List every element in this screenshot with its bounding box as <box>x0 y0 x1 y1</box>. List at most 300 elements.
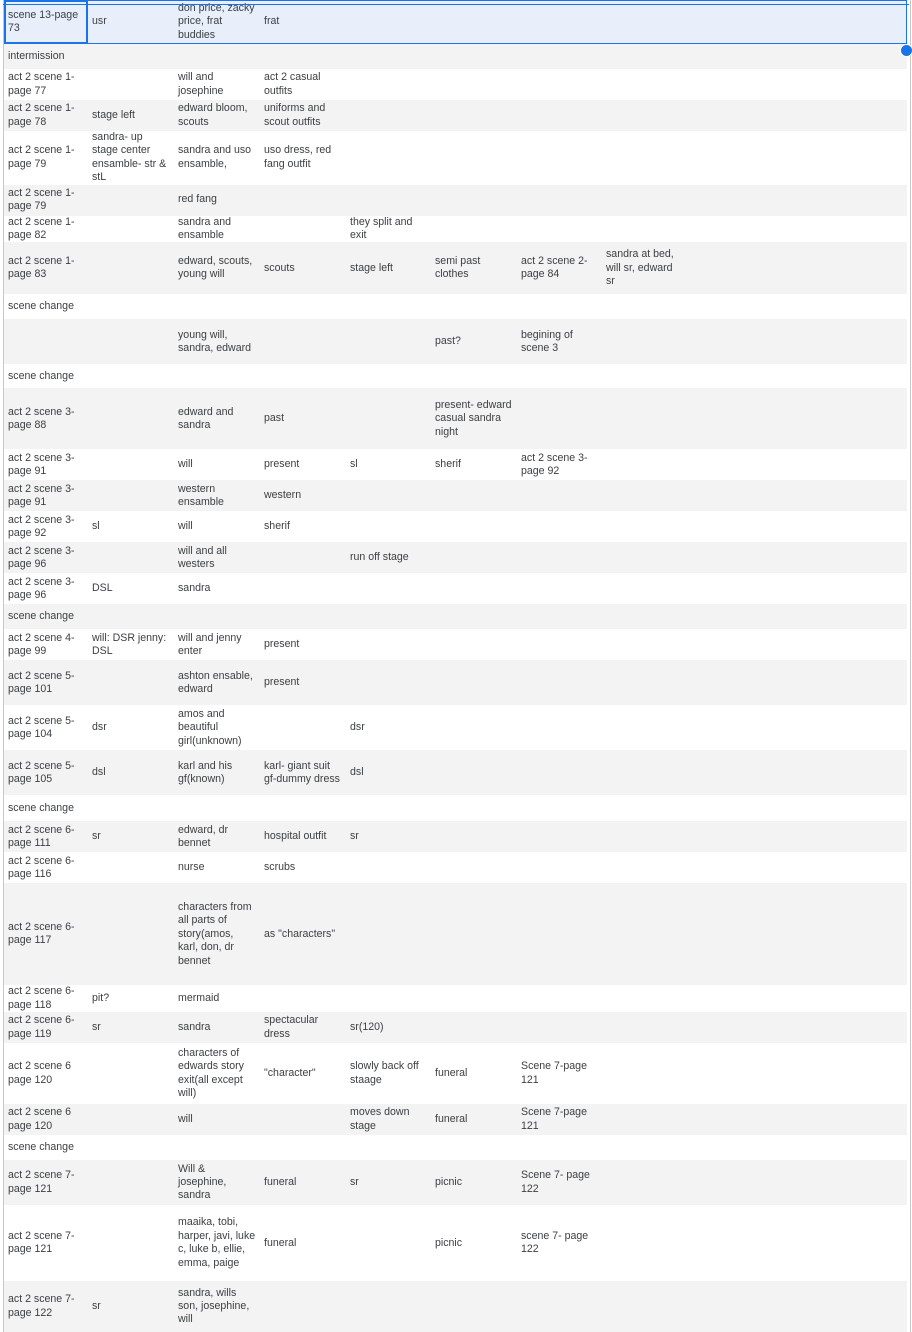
cell[interactable] <box>688 705 774 750</box>
cell[interactable] <box>174 1135 260 1160</box>
cell[interactable]: ashton ensable, edward <box>174 660 260 705</box>
cell[interactable] <box>88 449 174 480</box>
cell[interactable] <box>602 480 688 511</box>
cell[interactable] <box>688 480 774 511</box>
cell[interactable] <box>602 1205 688 1281</box>
cell[interactable] <box>602 216 688 243</box>
cell[interactable] <box>774 100 907 131</box>
cell[interactable]: act 2 scene 1-page 79 <box>4 185 88 216</box>
cell[interactable] <box>774 44 907 69</box>
cell[interactable] <box>774 0 907 44</box>
table-row[interactable] <box>4 364 907 388</box>
cell[interactable] <box>602 852 688 883</box>
cell[interactable] <box>431 985 517 1012</box>
cell[interactable] <box>774 511 907 542</box>
cell[interactable] <box>431 364 517 388</box>
cell[interactable] <box>517 542 602 573</box>
cell[interactable] <box>517 750 602 795</box>
cell[interactable]: sr <box>346 821 431 852</box>
fill-handle[interactable] <box>900 44 912 57</box>
cell[interactable]: act 2 casual outfits <box>260 69 346 100</box>
cell[interactable] <box>517 985 602 1012</box>
cell[interactable] <box>346 573 431 604</box>
cell[interactable]: as "characters" <box>260 883 346 985</box>
cell[interactable] <box>88 480 174 511</box>
cell[interactable] <box>602 185 688 216</box>
cell[interactable]: edward, scouts, young will <box>174 242 260 294</box>
cell[interactable] <box>517 629 602 660</box>
cell[interactable] <box>774 242 907 294</box>
cell[interactable]: sr <box>88 821 174 852</box>
cell[interactable] <box>688 69 774 100</box>
cell[interactable] <box>88 69 174 100</box>
cell[interactable]: will and josephine <box>174 69 260 100</box>
cell[interactable]: act 2 scene 6-page 116 <box>4 852 88 883</box>
cell[interactable] <box>260 1281 346 1332</box>
cell[interactable]: nurse <box>174 852 260 883</box>
cell[interactable] <box>774 449 907 480</box>
cell[interactable] <box>346 1281 431 1332</box>
cell[interactable] <box>517 364 602 388</box>
cell[interactable] <box>431 852 517 883</box>
table-row[interactable] <box>4 1160 907 1205</box>
cell[interactable] <box>431 629 517 660</box>
cell[interactable] <box>260 604 346 629</box>
cell[interactable] <box>346 364 431 388</box>
cell[interactable] <box>688 852 774 883</box>
cell[interactable] <box>602 131 688 185</box>
cell[interactable]: Will & josephine, sandra <box>174 1160 260 1205</box>
cell[interactable]: dsr <box>346 705 431 750</box>
cell[interactable]: dsr <box>88 705 174 750</box>
cell[interactable] <box>774 1160 907 1205</box>
cell[interactable] <box>517 69 602 100</box>
table-row[interactable] <box>4 131 907 185</box>
cell[interactable] <box>88 185 174 216</box>
cell[interactable]: DSL <box>88 573 174 604</box>
cell[interactable] <box>688 388 774 449</box>
table-row[interactable] <box>4 216 907 243</box>
cell[interactable]: edward bloom, scouts <box>174 100 260 131</box>
cell[interactable]: they split and exit <box>346 216 431 243</box>
cell[interactable] <box>88 604 174 629</box>
cell[interactable] <box>346 0 431 44</box>
cell[interactable] <box>88 542 174 573</box>
cell[interactable]: Scene 7- page 122 <box>517 1160 602 1205</box>
cell[interactable]: funeral <box>260 1205 346 1281</box>
cell[interactable] <box>346 985 431 1012</box>
cell[interactable]: sr <box>88 1012 174 1043</box>
cell[interactable] <box>260 795 346 821</box>
cell[interactable] <box>602 1012 688 1043</box>
cell[interactable] <box>774 1104 907 1135</box>
table-row[interactable] <box>4 573 907 604</box>
cell[interactable] <box>774 883 907 985</box>
cell[interactable]: pit? <box>88 985 174 1012</box>
cell[interactable] <box>688 985 774 1012</box>
cell[interactable] <box>431 573 517 604</box>
cell[interactable] <box>517 573 602 604</box>
cell[interactable] <box>517 1281 602 1332</box>
cell[interactable]: act 2 scene 1-page 78 <box>4 100 88 131</box>
table-row[interactable] <box>4 852 907 883</box>
cell[interactable]: picnic <box>431 1205 517 1281</box>
cell[interactable]: Scene 7-page 121 <box>517 1043 602 1104</box>
cell[interactable] <box>602 629 688 660</box>
cell[interactable] <box>688 1043 774 1104</box>
cell[interactable] <box>431 44 517 69</box>
cell[interactable] <box>602 985 688 1012</box>
cell[interactable] <box>688 604 774 629</box>
cell[interactable] <box>774 821 907 852</box>
cell[interactable] <box>431 131 517 185</box>
cell[interactable] <box>346 1205 431 1281</box>
cell[interactable] <box>431 216 517 243</box>
cell[interactable] <box>688 242 774 294</box>
cell[interactable] <box>431 542 517 573</box>
table-row[interactable] <box>4 319 907 364</box>
cell[interactable] <box>260 705 346 750</box>
table-row[interactable] <box>4 1135 907 1160</box>
cell[interactable]: don price, zacky price, frat buddies <box>174 0 260 44</box>
cell[interactable]: act 2 scene 4-page 99 <box>4 629 88 660</box>
cell[interactable] <box>774 705 907 750</box>
cell[interactable]: uso dress, red fang outfit <box>260 131 346 185</box>
cell[interactable]: frat <box>260 0 346 44</box>
cell[interactable]: act 2 scene 7-page 121 <box>4 1205 88 1281</box>
cell[interactable]: present <box>260 660 346 705</box>
cell[interactable] <box>431 604 517 629</box>
cell[interactable] <box>517 388 602 449</box>
cell[interactable]: sandra at bed, will sr, edward sr <box>602 242 688 294</box>
cell[interactable]: dsl <box>88 750 174 795</box>
cell[interactable] <box>774 852 907 883</box>
cell[interactable] <box>517 705 602 750</box>
cell[interactable] <box>602 542 688 573</box>
cell[interactable]: sherif <box>260 511 346 542</box>
table-row[interactable] <box>4 1281 907 1332</box>
cell[interactable] <box>346 1135 431 1160</box>
cell[interactable] <box>346 185 431 216</box>
cell[interactable]: sandra and ensamble <box>174 216 260 243</box>
cell[interactable]: will <box>174 1104 260 1135</box>
cell[interactable] <box>346 480 431 511</box>
cell[interactable]: act 2 scene 6 page 120 <box>4 1043 88 1104</box>
cell[interactable] <box>774 319 907 364</box>
cell[interactable] <box>88 44 174 69</box>
table-row[interactable] <box>4 1205 907 1281</box>
cell[interactable] <box>88 795 174 821</box>
cell[interactable] <box>88 216 174 243</box>
cell[interactable] <box>517 44 602 69</box>
cell[interactable] <box>774 1281 907 1332</box>
cell[interactable] <box>346 131 431 185</box>
cell[interactable]: sr <box>88 1281 174 1332</box>
cell[interactable]: act 2 scene 1-page 79 <box>4 131 88 185</box>
cell[interactable] <box>688 185 774 216</box>
cell[interactable] <box>688 1012 774 1043</box>
cell[interactable] <box>346 44 431 69</box>
cell[interactable] <box>260 216 346 243</box>
cell[interactable] <box>346 883 431 985</box>
cell[interactable]: sl <box>88 511 174 542</box>
cell[interactable] <box>774 750 907 795</box>
cell[interactable]: act 2 scene 3-page 96 <box>4 573 88 604</box>
cell[interactable]: hospital outfit <box>260 821 346 852</box>
cell[interactable]: picnic <box>431 1160 517 1205</box>
cell[interactable]: characters from all parts of story(amos, karl, don, dr bennet <box>174 883 260 985</box>
cell[interactable]: scene 7- page 122 <box>517 1205 602 1281</box>
cell[interactable]: act 2 scene 2-page 84 <box>517 242 602 294</box>
cell[interactable] <box>774 1135 907 1160</box>
cell[interactable] <box>517 216 602 243</box>
cell[interactable]: will: DSR jenny: DSL <box>88 629 174 660</box>
cell[interactable] <box>602 294 688 319</box>
table-row[interactable] <box>4 542 907 573</box>
cell[interactable] <box>602 69 688 100</box>
cell[interactable] <box>688 0 774 44</box>
cell[interactable] <box>602 795 688 821</box>
cell[interactable] <box>88 1104 174 1135</box>
cell[interactable] <box>431 185 517 216</box>
cell[interactable]: uniforms and scout outfits <box>260 100 346 131</box>
cell[interactable]: scene change <box>4 604 88 629</box>
cell[interactable]: past? <box>431 319 517 364</box>
cell[interactable]: act 2 scene 3-page 91 <box>4 449 88 480</box>
cell[interactable] <box>260 573 346 604</box>
cell[interactable] <box>774 294 907 319</box>
cell[interactable] <box>346 100 431 131</box>
cell[interactable] <box>602 44 688 69</box>
cell[interactable] <box>774 1043 907 1104</box>
cell[interactable] <box>517 604 602 629</box>
cell[interactable]: edward, dr bennet <box>174 821 260 852</box>
cell[interactable] <box>431 1135 517 1160</box>
cell[interactable] <box>774 69 907 100</box>
cell[interactable] <box>431 750 517 795</box>
cell[interactable]: funeral <box>431 1104 517 1135</box>
cell[interactable] <box>602 821 688 852</box>
cell[interactable] <box>517 100 602 131</box>
cell[interactable]: act 2 scene 5-page 104 <box>4 705 88 750</box>
cell[interactable]: begining of scene 3 <box>517 319 602 364</box>
cell[interactable] <box>774 542 907 573</box>
spreadsheet-grid[interactable] <box>3 0 911 1332</box>
cell[interactable] <box>688 319 774 364</box>
cell[interactable] <box>688 660 774 705</box>
table-row[interactable] <box>4 660 907 705</box>
cell[interactable] <box>517 480 602 511</box>
cell[interactable]: young will, sandra, edward <box>174 319 260 364</box>
cell[interactable]: past <box>260 388 346 449</box>
cell[interactable] <box>688 573 774 604</box>
cell[interactable]: scene change <box>4 364 88 388</box>
cell[interactable] <box>774 795 907 821</box>
cell[interactable] <box>346 319 431 364</box>
table-row[interactable] <box>4 449 907 480</box>
cell[interactable] <box>774 660 907 705</box>
cell[interactable] <box>774 629 907 660</box>
cell[interactable] <box>774 1205 907 1281</box>
cell[interactable]: scrubs <box>260 852 346 883</box>
cell[interactable] <box>688 629 774 660</box>
cell[interactable]: edward and sandra <box>174 388 260 449</box>
cell[interactable] <box>431 1012 517 1043</box>
cell[interactable] <box>88 1043 174 1104</box>
cell[interactable]: will <box>174 511 260 542</box>
cell[interactable] <box>774 604 907 629</box>
cell[interactable] <box>88 388 174 449</box>
cell[interactable]: act 2 scene 5-page 101 <box>4 660 88 705</box>
cell[interactable] <box>260 1135 346 1160</box>
cell[interactable]: act 2 scene 6-page 118 <box>4 985 88 1012</box>
cell[interactable] <box>88 319 174 364</box>
cell[interactable] <box>602 705 688 750</box>
cell[interactable]: sandra- up stage center ensamble- str & stL <box>88 131 174 185</box>
table-row[interactable] <box>4 1104 907 1135</box>
cell[interactable] <box>346 629 431 660</box>
cell[interactable] <box>774 216 907 243</box>
cell[interactable] <box>431 795 517 821</box>
cell[interactable] <box>688 294 774 319</box>
cell[interactable]: sl <box>346 449 431 480</box>
cell[interactable]: amos and beautiful girl(unknown) <box>174 705 260 750</box>
cell[interactable]: Scene 7-page 121 <box>517 1104 602 1135</box>
table-row[interactable] <box>4 985 907 1012</box>
cell[interactable] <box>174 604 260 629</box>
cell[interactable]: will and all westers <box>174 542 260 573</box>
table-row[interactable] <box>4 69 907 100</box>
cell[interactable]: run off stage <box>346 542 431 573</box>
cell[interactable]: will <box>174 449 260 480</box>
cell[interactable]: intermission <box>4 44 88 69</box>
cell[interactable]: will and jenny enter <box>174 629 260 660</box>
table-row[interactable] <box>4 388 907 449</box>
cell[interactable] <box>688 449 774 480</box>
cell[interactable] <box>774 185 907 216</box>
cell[interactable] <box>174 44 260 69</box>
cell[interactable] <box>602 573 688 604</box>
table-row[interactable] <box>4 1012 907 1043</box>
cell[interactable]: act 2 scene 3-page 91 <box>4 480 88 511</box>
cell[interactable] <box>260 319 346 364</box>
cell[interactable]: act 2 scene 6-page 111 <box>4 821 88 852</box>
cell[interactable] <box>688 1135 774 1160</box>
cell[interactable]: semi past clothes <box>431 242 517 294</box>
cell[interactable] <box>431 705 517 750</box>
cell[interactable] <box>346 294 431 319</box>
cell[interactable] <box>517 1135 602 1160</box>
cell[interactable]: characters of edwards story exit(all except will) <box>174 1043 260 1104</box>
cell[interactable]: sandra <box>174 573 260 604</box>
cell[interactable] <box>688 1205 774 1281</box>
cell[interactable] <box>260 44 346 69</box>
cell[interactable] <box>688 795 774 821</box>
cell[interactable] <box>517 821 602 852</box>
cell[interactable] <box>774 985 907 1012</box>
table-row[interactable] <box>4 705 907 750</box>
cell[interactable]: stage left <box>88 100 174 131</box>
cell[interactable] <box>688 883 774 985</box>
cell[interactable] <box>688 1160 774 1205</box>
cell[interactable] <box>346 660 431 705</box>
cell[interactable] <box>88 364 174 388</box>
cell[interactable] <box>517 883 602 985</box>
cell[interactable] <box>174 364 260 388</box>
table-row[interactable] <box>4 795 907 821</box>
table-row[interactable] <box>4 100 907 131</box>
cell[interactable]: slowly back off staage <box>346 1043 431 1104</box>
cell[interactable] <box>431 480 517 511</box>
cell[interactable] <box>346 604 431 629</box>
cell[interactable] <box>688 100 774 131</box>
cell[interactable] <box>602 1135 688 1160</box>
cell[interactable] <box>517 294 602 319</box>
cell[interactable]: sandra, wills son, josephine, will <box>174 1281 260 1332</box>
cell[interactable] <box>774 1012 907 1043</box>
cell[interactable]: scene change <box>4 1135 88 1160</box>
table-row[interactable] <box>4 750 907 795</box>
cell[interactable] <box>602 319 688 364</box>
cell[interactable] <box>602 604 688 629</box>
cell[interactable]: act 2 scene 6-page 117 <box>4 883 88 985</box>
cell[interactable] <box>602 1043 688 1104</box>
table-row[interactable] <box>4 0 907 44</box>
cell[interactable] <box>431 294 517 319</box>
cell[interactable]: act 2 scene 3-page 92 <box>4 511 88 542</box>
cell[interactable] <box>431 100 517 131</box>
cell[interactable] <box>88 852 174 883</box>
table-row[interactable] <box>4 294 907 319</box>
cell[interactable]: act 2 scene 5-page 105 <box>4 750 88 795</box>
cell[interactable] <box>88 1135 174 1160</box>
table-row[interactable] <box>4 511 907 542</box>
cell[interactable]: stage left <box>346 242 431 294</box>
cell[interactable]: present <box>260 629 346 660</box>
cell[interactable] <box>88 1205 174 1281</box>
cell[interactable]: maaika, tobi, harper, javi, luke c, luke b, ellie, emma, paige <box>174 1205 260 1281</box>
cell[interactable] <box>431 821 517 852</box>
table-row[interactable] <box>4 44 907 69</box>
cell[interactable]: act 2 scene 7-page 121 <box>4 1160 88 1205</box>
cell[interactable] <box>346 795 431 821</box>
cell[interactable] <box>688 1104 774 1135</box>
cell[interactable]: sr <box>346 1160 431 1205</box>
cell[interactable]: western <box>260 480 346 511</box>
cell[interactable] <box>602 364 688 388</box>
cell[interactable] <box>517 131 602 185</box>
cell[interactable] <box>88 242 174 294</box>
cell[interactable] <box>346 852 431 883</box>
cell[interactable]: funeral <box>431 1043 517 1104</box>
cell[interactable] <box>517 1012 602 1043</box>
cell[interactable] <box>602 100 688 131</box>
cell[interactable]: funeral <box>260 1160 346 1205</box>
cell[interactable]: act 2 scene 7-page 122 <box>4 1281 88 1332</box>
cell[interactable] <box>688 44 774 69</box>
cell[interactable] <box>688 511 774 542</box>
cell[interactable]: act 2 scene 6-page 119 <box>4 1012 88 1043</box>
cell[interactable] <box>602 750 688 795</box>
table-row[interactable] <box>4 821 907 852</box>
cell[interactable]: dsl <box>346 750 431 795</box>
cell[interactable] <box>602 0 688 44</box>
cell[interactable]: scouts <box>260 242 346 294</box>
cell[interactable]: act 2 scene 1-page 77 <box>4 69 88 100</box>
cell[interactable]: act 2 scene 1-page 83 <box>4 242 88 294</box>
cell[interactable]: sandra <box>174 1012 260 1043</box>
cell[interactable] <box>602 388 688 449</box>
